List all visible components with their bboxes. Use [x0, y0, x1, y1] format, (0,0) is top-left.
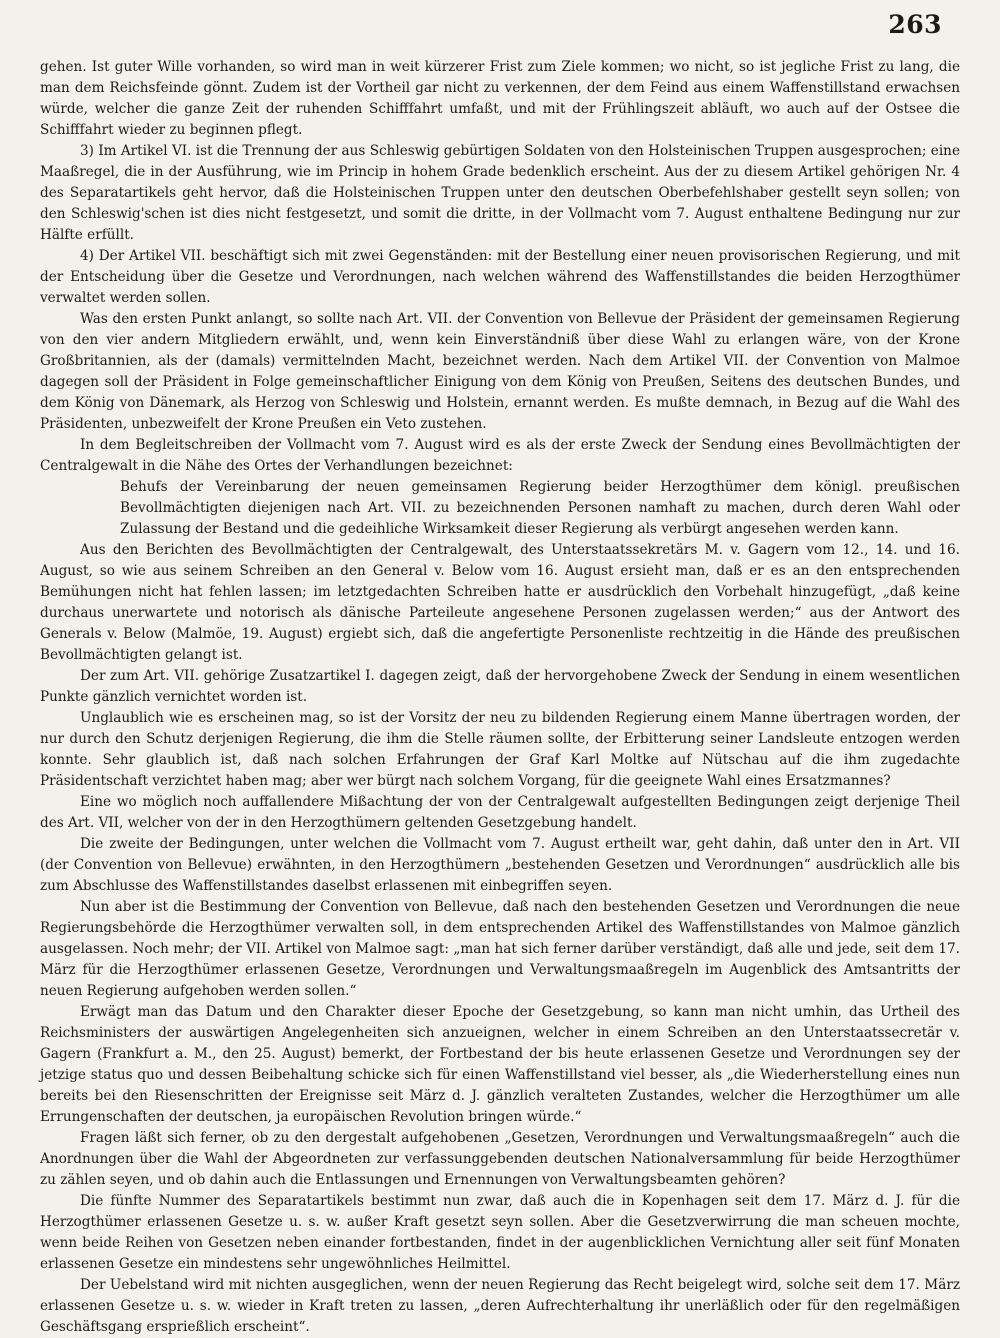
page-number: 263	[888, 10, 942, 39]
paragraph: Die fünfte Nummer des Separatartikels bestimmt nun zwar, daß auch die in Kopenhagen seit dem 17. März d. J. für die Herzogthümer erlassenen Gesetze u. s. w. außer Kraft gesetzt seyn sollen. Aber die Gesetzverwirrung die man scheuen mochte, wenn beide Reihen von Gesetzen neben einander fortbestanden, findet in der augenblicklichen Vernichtung aller seit fünf Monaten erlassenen Gesetze ein mindestens sehr ungewöhnliches Heilmittel.	[40, 1193, 960, 1272]
paragraph: Fragen läßt sich ferner, ob zu den dergestalt aufgehobenen „Gesetzen, Verordnungen und Verwaltungsmaaßregeln“ auch die Anordnungen über die Wahl der Abgeordneten zur verfassunggebenden deutschen Nationalversammlung für beide Herzogthümer zu zählen seyen, und ob dahin auch die Entlassungen und Ernennungen von Verwaltungsbeamten gehören?	[40, 1130, 960, 1188]
paragraph: Erwägt man das Datum und den Charakter dieser Epoche der Gesetzgebung, so kann man nicht umhin, das Urtheil des Reichsministers der auswärtigen Angelegenheiten sich anzueignen, welcher in einem Schreiben an den Unterstaatssecretär v. Gagern (Frankfurt a. M., den 25. August) bemerkt, der Fortbestand der bis heute erlassenen Gesetze und Verordnungen sey der jetzige status quo und dessen Beibehaltung schicke sich für einen Waffenstillstand viel besser, als „die Wiederherstellung eines nun bereits bei den Riesenschritten der Ereignisse seit März d. J. gänzlich veralteten Zustandes, welcher die Herzogthümer um alle Errungenschaften der deutschen, ja europäischen Revolution bringen würde.“	[40, 1004, 960, 1125]
paragraph: Unglaublich wie es erscheinen mag, so ist der Vorsitz der neu zu bildenden Regierung einem Manne übertragen worden, der nur durch den Schutz derjenigen Regierung, die ihm die Stelle räumen sollte, der Erbitterung seiner Landsleute entzogen werden konnte. Sehr glaublich ist, daß nach solchen Erfahrungen der Graf Karl Moltke auf Nütschau auf die ihm zugedachte Präsidentschaft verzichtet haben mag; aber wer bürgt nach solchem Vorgang, für die geeignete Wahl eines Ersatzmannes?	[40, 710, 960, 789]
paragraph: 3) Im Artikel VI. ist die Trennung der aus Schleswig gebürtigen Soldaten von den Holsteinischen Truppen ausgesprochen; eine Maaßregel, die in der Ausführung, wie im Princip in hohem Grade bedenklich erscheint. Aus der zu diesem Artikel gehörigen Nr. 4 des Separatartikels geht hervor, daß die Holsteinischen Truppen unter den deutschen Oberbefehlshaber gestellt seyn sollen; von den Schleswig'schen ist dies nicht festgesetzt, und somit die dritte, in der Vollmacht vom 7. August enthaltene Bedingung nur zur Hälfte erfüllt.	[40, 143, 960, 243]
paragraph: Aus den Berichten des Bevollmächtigten der Centralgewalt, des Unterstaatssekretärs M. v. Gagern vom 12., 14. und 16. August, so wie aus seinem Schreiben an den General v. Below vom 16. August ersieht man, daß er es an den entsprechenden Bemühungen nicht hat fehlen lassen; im letztgedachten Schreiben hatte er ausdrücklich den Vorbehalt hinzugefügt, „daß keine durchaus unerwartete und notorisch als dänische Parteileute angesehene Personen zugelassen werden;“ aus der Antwort des Generals v. Below (Malmöe, 19. August) ergiebt sich, daß die angefertigte Personenliste rechtzeitig in die Hände des preußischen Bevollmächtigten gelangt ist.	[40, 542, 960, 663]
paragraph: Was den ersten Punkt anlangt, so sollte nach Art. VII. der Convention von Bellevue der Präsident der gemeinsamen Regierung von den vier andern Mitgliedern erwählt, und, wenn kein Einverständniß über diese Wahl zu erlangen wäre, von der Krone Großbritannien, als der (damals) vermittelnden Macht, bezeichnet werden. Nach dem Artikel VII. der Convention von Malmoe dagegen soll der Präsident in Folge gemeinschaftlicher Einigung von dem König von Preußen, Seitens des deutschen Bundes, und dem König von Dänemark, als Herzog von Schleswig und Holstein, ernannt werden. Es mußte demnach, in Bezug auf die Wahl des Präsidenten, unbezweifelt der Krone Preußen ein Veto zustehen.	[40, 311, 960, 432]
body-text	[40, 57, 960, 1338]
paragraph: In dem Begleitschreiben der Vollmacht vom 7. August wird es als der erste Zweck der Sendung eines Bevollmächtigten der Centralgewalt in die Nähe des Ortes der Verhandlungen bezeichnet:	[40, 437, 960, 474]
paragraph: Nun aber ist die Bestimmung der Convention von Bellevue, daß nach den bestehenden Gesetzen und Verordnungen die neue Regierungsbehörde die Herzogthümer verwalten soll, in dem entsprechenden Artikel des Waffenstillstandes von Malmoe gänzlich ausgelassen. Noch mehr; der VII. Artikel von Malmoe sagt: „man hat sich ferner darüber verständigt, daß alle und jede, seit dem 17. März für die Herzogthümer erlassenen Gesetze, Verordnungen und Verwaltungsmaaßregeln im Augenblick des Amtsantritts der neuen Regierung aufgehoben werden sollen.“	[40, 899, 960, 999]
paragraph: Eine wo möglich noch auffallendere Mißachtung der von der Centralgewalt aufgestellten Bedingungen zeigt derjenige Theil des Art. VII, welcher von der in den Herzogthümern geltenden Gesetzgebung handelt.	[40, 794, 960, 831]
block-quote: Behufs der Vereinbarung der neuen gemeinsamen Regierung beider Herzogthümer dem königl. preußischen Bevollmächtigten diejenigen nach Art. VII. zu bezeichnenden Personen namhaft zu machen, durch deren Wahl oder Zulassung der Bestand und die gedeihliche Wirksamkeit dieser Regierung als verbürgt angesehen werden kann.	[120, 479, 960, 537]
paragraph: Der Uebelstand wird mit nichten ausgeglichen, wenn der neuen Regierung das Recht beigelegt wird, solche seit dem 17. März erlassenen Gesetze u. s. w. wieder in Kraft treten zu lassen, „deren Aufrechterhaltung ihr unerläßlich oder für den regelmäßigen Geschäftsgang ersprießlich erscheint“.	[40, 1277, 960, 1335]
paragraph: gehen. Ist guter Wille vorhanden, so wird man in weit kürzerer Frist zum Ziele kommen; wo nicht, so ist jegliche Frist zu lang, die man dem Reichsfeinde gönnt. Zudem ist der Vortheil gar nicht zu verkennen, der dem Feind aus einem Waffenstillstand erwachsen würde, welcher die ganze Zeit der ruhenden Schifffahrt umfaßt, und mit der Frühlingszeit abläuft, wo auch auf der Ostsee die Schifffahrt wieder zu beginnen pflegt.	[40, 59, 960, 138]
paragraph: Die zweite der Bedingungen, unter welchen die Vollmacht vom 7. August ertheilt war, geht dahin, daß unter den in Art. VII (der Convention von Bellevue) erwähnten, in den Herzogthümern „bestehenden Gesetzen und Verordnungen“ ausdrücklich alle bis zum Abschlusse des Waffenstillstandes daselbst erlassenen mit einbegriffen seyen.	[40, 836, 960, 894]
paragraph: Der zum Art. VII. gehörige Zusatzartikel I. dagegen zeigt, daß der hervorgehobene Zweck der Sendung in einem wesentlichen Punkte gänzlich vernichtet worden ist.	[40, 668, 960, 705]
paragraph: 4) Der Artikel VII. beschäftigt sich mit zwei Gegenständen: mit der Bestellung einer neuen provisorischen Regierung, und mit der Entscheidung über die Gesetze und Verordnungen, nach welchen während des Waffenstillstandes die beiden Herzogthümer verwaltet werden sollen.	[40, 248, 960, 306]
